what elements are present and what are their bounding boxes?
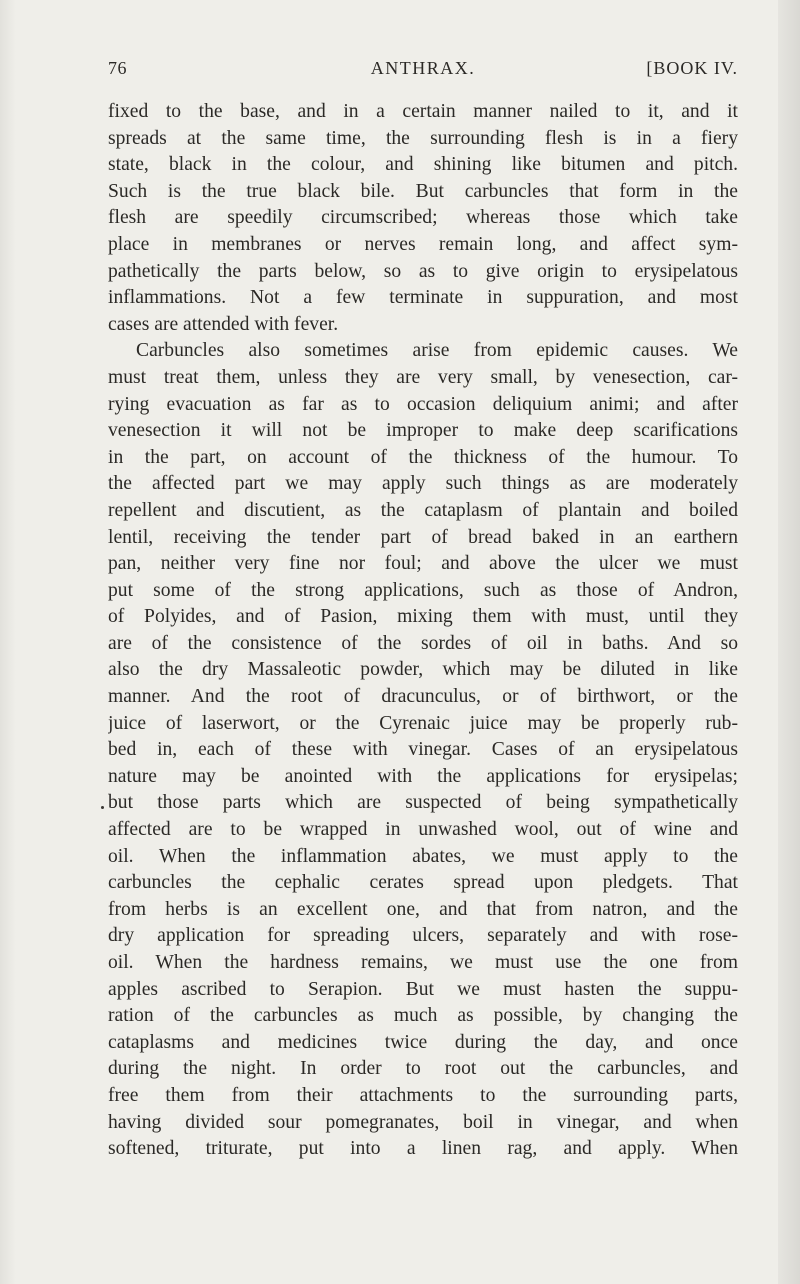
text-line: but those parts which are suspected of being sympathetically [108,792,738,814]
text-line: spreads at the same time, the surrounding flesh is in a fiery [108,127,738,149]
text-line: inflammations. Not a few terminate in suppuration, and most [108,287,738,309]
text-line: repellent and discutient, as the cataplasm of plantain and boiled [108,499,738,521]
text-line: apples ascribed to Serapion. But we must hasten the suppu- [108,978,738,1000]
text-line: bed in, each of these with vinegar. Cases of an erysipelatous [108,739,738,761]
body-text [108,99,738,1163]
text-line: juice of laserwort, or the Cyrenaic juice may be properly rub- [108,712,738,734]
text-line: state, black in the colour, and shining like bitumen and pitch. [108,154,738,176]
text-line: the affected part we may apply such things as are moderately [108,473,738,495]
text-line: cataplasms and medicines twice during the day, and once [108,1031,738,1053]
text-line: put some of the strong applications, such as those of Andron, [108,579,738,601]
text-line: cases are attended with fever. [108,313,339,335]
stray-ink-dot [101,806,104,809]
text-line: Carbuncles also sometimes arise from epidemic causes. We [136,340,738,362]
paragraph-2 [108,338,738,1162]
text-line: oil. When the inflammation abates, we must apply to the [108,845,738,867]
text-line: pathetically the parts below, so as to give origin to erysipelatous [108,260,738,282]
text-line: also the dry Massaleotic powder, which may be diluted in like [108,659,738,681]
text-line: dry application for spreading ulcers, separately and with rose- [108,925,738,947]
text-line: affected are to be wrapped in unwashed wool, out of wine and [108,819,738,841]
text-line: Such is the true black bile. But carbuncles that form in the [108,180,738,202]
text-line: nature may be anointed with the applications for erysipelas; [108,765,738,787]
text-line: pan, neither very fine nor foul; and above the ulcer we must [108,553,738,575]
text-line: having divided sour pomegranates, boil in vinegar, and when [108,1111,738,1133]
page-number: 76 [108,58,127,78]
text-line: rying evacuation as far as to occasion deliquium animi; and after [108,393,738,415]
text-line: ration of the carbuncles as much as possible, by changing the [108,1005,738,1027]
text-line: are of the consistence of the sordes of oil in baths. And so [108,632,738,654]
text-line: of Polyides, and of Pasion, mixing them with must, until they [108,606,738,628]
text-line: flesh are speedily circumscribed; whereas those which take [108,207,738,229]
text-line: lentil, receiving the tender part of bread baked in an earthern [108,526,738,548]
text-line: in the part, on account of the thickness of the humour. To [108,446,738,468]
page-edge [778,0,800,1284]
text-line: venesection it will not be improper to make deep scarifications [108,420,738,442]
book-reference: [BOOK IV. [646,58,738,78]
running-header [108,58,738,88]
text-line: softened, triturate, put into a linen rag, and apply. When [108,1138,738,1160]
text-line: place in membranes or nerves remain long, and affect sym- [108,233,738,255]
text-line: from herbs is an excellent one, and that from natron, and the [108,898,738,920]
text-line: manner. And the root of dracunculus, or of birthwort, or the [108,686,738,708]
text-line: oil. When the hardness remains, we must use the one from [108,952,738,973]
running-title: ANTHRAX. [370,58,476,78]
text-line: during the night. In order to root out the carbuncles, and [108,1058,738,1080]
text-line: fixed to the base, and in a certain manner nailed to it, and it [108,101,738,122]
text-line: free them from their attachments to the surrounding parts, [108,1084,738,1106]
paragraph-1 [108,99,738,338]
text-line: carbuncles the cephalic cerates spread upon pledgets. That [108,872,738,894]
page-gutter-shadow [0,0,16,1284]
text-line: must treat them, unless they are very small, by venesection, car- [108,366,738,388]
